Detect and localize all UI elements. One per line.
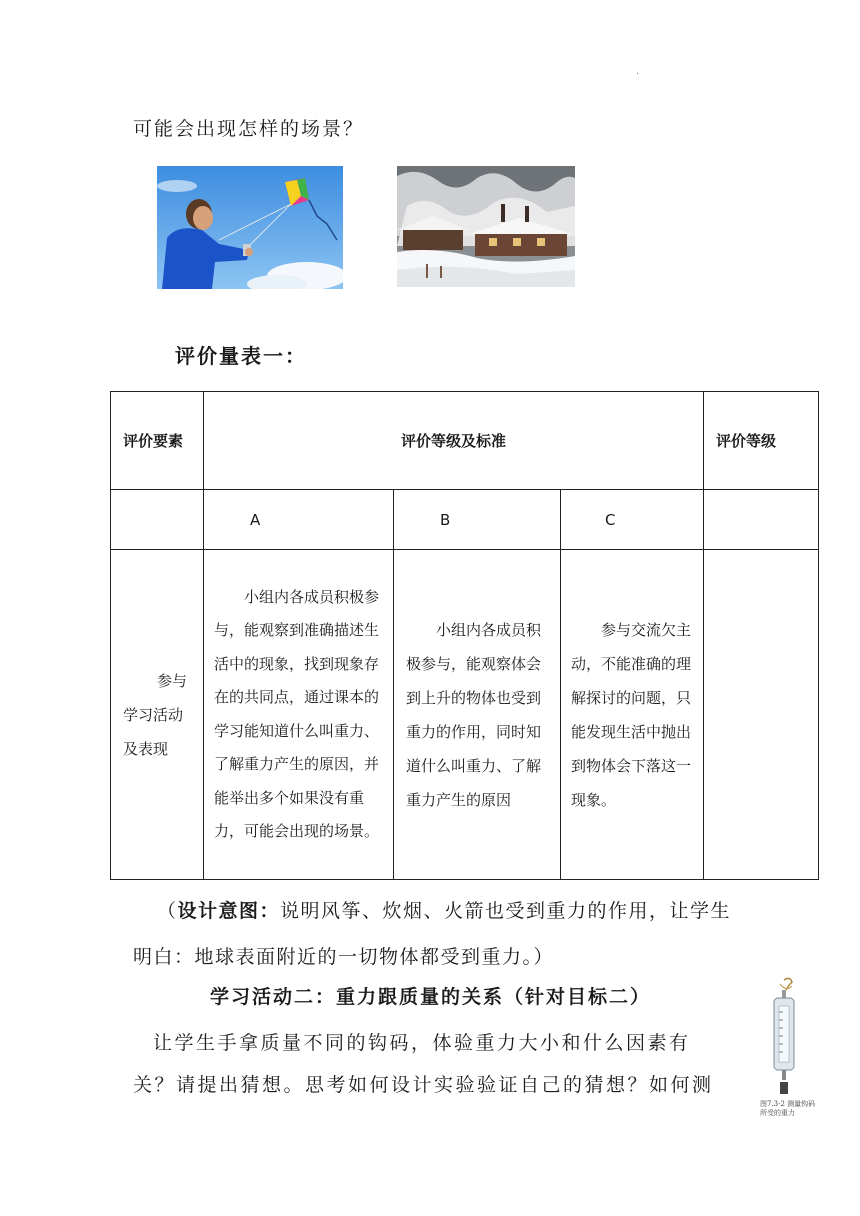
level-grade-empty-cell	[704, 490, 819, 550]
criteria-a-cell	[204, 550, 394, 880]
intro-question: 可能会出现怎样的场景？	[133, 118, 365, 140]
table-header-row	[111, 392, 819, 490]
criteria-b-text: 小组内各成员积极参与，能观察体会到上升的物体也受到重力的作用，同时知道什么叫重力、了解重力产生的原因	[406, 620, 542, 809]
table-level-row	[111, 490, 819, 550]
criteria-c-cell	[561, 550, 704, 880]
table-title: 评价量表一：	[175, 344, 307, 368]
row-label-line-1: 参与	[157, 671, 188, 690]
criteria-b-cell	[394, 550, 561, 880]
evaluation-table	[110, 391, 819, 880]
activity-two-text: 让学生手拿质量不同的钩码，体验重力大小和什么因素有关？请提出猜想。思考如何设计实验验证自己的猜想？如何测	[133, 1032, 714, 1096]
kite-photo	[157, 166, 343, 289]
level-a: A	[204, 490, 394, 550]
activity-two-heading: 学习活动二：重力跟质量的关系（针对目标二）	[210, 986, 652, 1008]
activity-two-paragraph	[133, 1022, 733, 1106]
grade-value-cell	[704, 550, 819, 880]
design-open-paren: （	[157, 900, 178, 922]
row-label-line-2: 学习活动	[123, 705, 184, 724]
criteria-a-text: 小组内各成员积极参与，能观察到准确描述生活中的现象，找到现象存在的共同点，通过课本的学习能知道什么叫重力、了解重力产生的原因，并能举出多个如果没有重力，可能会出现的场景。	[214, 587, 380, 840]
design-intent-paragraph	[133, 888, 743, 980]
spring-scale-icon	[758, 976, 818, 1100]
level-c: C	[561, 490, 704, 550]
level-b: B	[394, 490, 561, 550]
criteria-c-text: 参与交流欠主动，不能准确的理解探讨的问题，只能发现生活中抛出到物体会下落这一现象。	[571, 620, 692, 809]
table-criteria-row	[111, 550, 819, 880]
header-standard: 评价等级及标准	[204, 392, 704, 490]
header-factor: 评价要素	[111, 392, 204, 490]
figure-caption: 图7.3-2 测量钩码所受的重力	[760, 1100, 816, 1117]
kite-image-icon	[157, 166, 343, 289]
design-intent-label: 设计意图：	[177, 900, 281, 922]
snow-village-photo	[397, 166, 575, 287]
row-label-line-3: 及表现	[123, 739, 169, 758]
design-intent-text: 说明风筝、炊烟、火箭也受到重力的作用，让学生明白：地球表面附近的一切物体都受到重力。）	[133, 900, 732, 968]
level-empty-cell	[111, 490, 204, 550]
page-marker: .	[636, 66, 640, 77]
snow-village-image-icon	[397, 166, 575, 287]
row-label-cell	[111, 550, 204, 880]
header-grade: 评价等级	[704, 392, 819, 490]
